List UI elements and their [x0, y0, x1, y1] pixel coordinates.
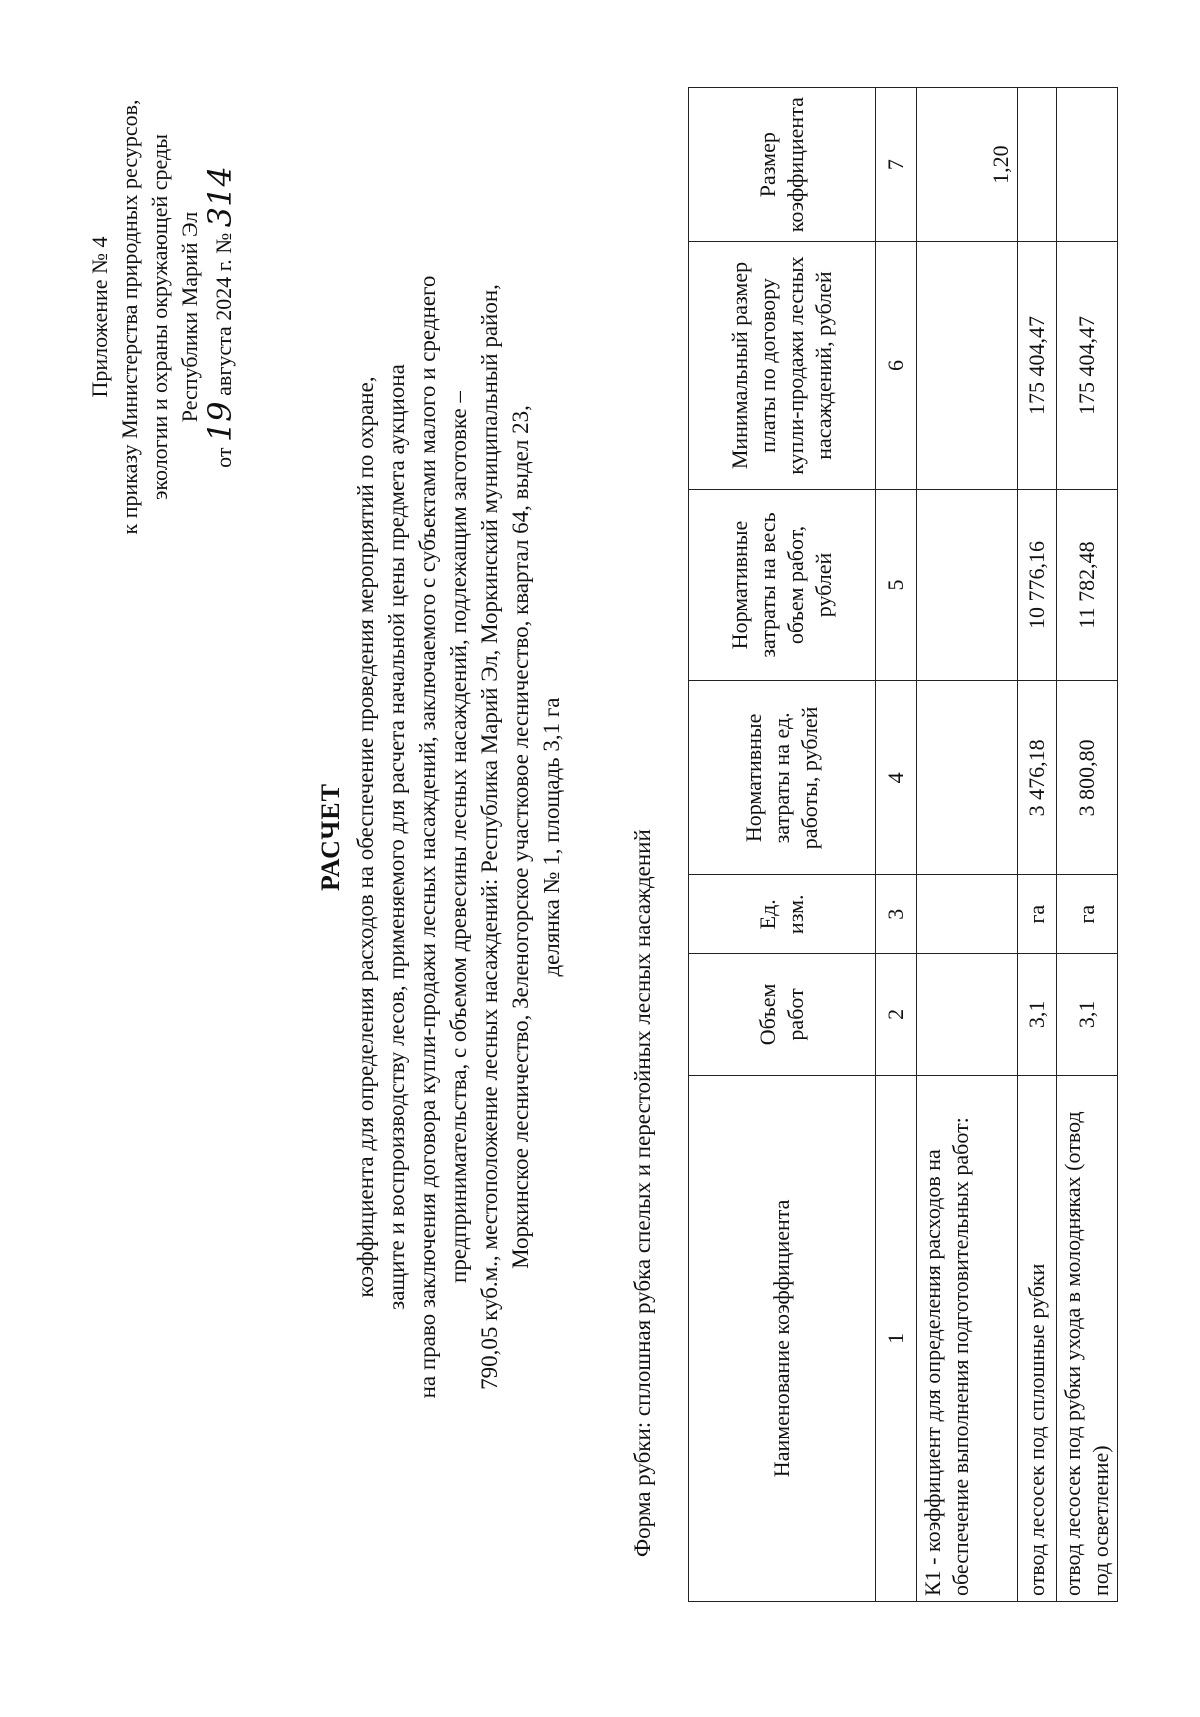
header-name: Наименование коэффициента: [689, 1075, 876, 1601]
approval-date-rest: августа 2024 г. №: [211, 232, 236, 396]
cell-min-payment: [917, 242, 1018, 489]
title-line: Моркинское лесничество, Зеленогорское участковое лесничество, квартал 64, выдел 23,: [508, 405, 533, 1269]
cell-norm-total-cost: 10 776,16: [1018, 489, 1057, 680]
cell-volume: 3,1: [1018, 954, 1057, 1076]
title-line: предпринимательства, с объемом древесины лесных насаждений, подлежащим заготовке –: [446, 391, 471, 1283]
cell-coefficient: 1,20: [917, 88, 1018, 242]
header-norm-unit-cost: Нормативные затраты на ед. работы, рублей: [689, 681, 876, 875]
document-heading: РАСЧЕТ: [316, 783, 345, 891]
cell-volume: [917, 954, 1018, 1076]
table-row: [1018, 88, 1057, 1602]
column-number: 6: [876, 242, 917, 489]
cell-min-payment: 175 404,47: [1018, 242, 1057, 489]
cell-coefficient: [1018, 88, 1057, 242]
felling-form-text: Форма рубки: сплошная рубка спелых и перестойных лесных насаждений: [630, 829, 655, 1557]
cell-norm-unit-cost: [917, 681, 1018, 875]
approval-number: 314: [201, 166, 239, 228]
cell-norm-total-cost: [917, 489, 1018, 680]
column-number-row: [876, 88, 917, 1602]
cell-coefficient: [1057, 88, 1118, 242]
table-header-row: [689, 88, 876, 1602]
approval-line-2: к приказу Министерства природных ресурсов,: [117, 99, 142, 535]
column-number: 3: [876, 875, 917, 954]
cell-name: отвод лесосек под рубки ухода в молодняках (отвод под осветление): [1057, 1075, 1118, 1601]
cell-unit: га: [1018, 875, 1057, 954]
cell-volume: 3,1: [1057, 954, 1118, 1076]
title-block: [315, 127, 567, 1547]
cell-norm-unit-cost: 3 476,18: [1018, 681, 1057, 875]
column-number: 5: [876, 489, 917, 680]
header-volume: Объем работ: [689, 954, 876, 1076]
approval-stamp: [85, 97, 239, 537]
title-line: делянка № 1, площадь 3,1 га: [539, 697, 564, 977]
approval-line-3: экологии и охраны окружающей среды: [147, 133, 172, 501]
cell-unit: [917, 875, 1018, 954]
header-norm-total-cost: Нормативные затраты на весь объем работ, рублей: [689, 489, 876, 680]
title-line: на право заключения договора купли-продажи лесных насаждений, заключаемого с субъектами малого и среднего: [415, 275, 440, 1399]
approval-day: 19: [201, 401, 239, 443]
column-number: 2: [876, 954, 917, 1076]
column-number: 7: [876, 88, 917, 242]
header-coefficient: Размер коэффициента: [689, 88, 876, 242]
header-unit: Ед. изм.: [689, 875, 876, 954]
title-line: 790,05 куб.м., местоположение лесных насаждений: Республика Марий Эл, Моркинский муниципальный район,: [477, 284, 502, 1390]
cell-min-payment: 175 404,47: [1057, 242, 1118, 489]
table-row: [917, 88, 1018, 1602]
cell-name: отвод лесосек под сплошные рубки: [1018, 1075, 1057, 1601]
table-row: [1057, 88, 1118, 1602]
cell-name: К1 - коэффициент для определения расходов на обеспечение выполнения подготовительных работ:: [917, 1075, 1018, 1601]
approval-line-4: Республики Марий Эл: [177, 211, 202, 423]
column-number: 4: [876, 681, 917, 875]
approval-date-prefix: от: [211, 447, 236, 468]
approval-date-line: [201, 97, 239, 537]
title-line: коэффициента для определения расходов на обеспечение проведения мероприятий по охране,: [353, 376, 378, 1298]
column-number: 1: [876, 1075, 917, 1601]
cell-unit: га: [1057, 875, 1118, 954]
title-line: защите и воспроизводству лесов, применяемого для расчета начальной цены предмета аукциона: [384, 364, 409, 1310]
header-min-payment: Минимальный размер платы по договору купли-продажи лесных насаждений, рублей: [689, 242, 876, 489]
cell-norm-unit-cost: 3 800,80: [1057, 681, 1118, 875]
calculation-table: [688, 87, 1118, 1602]
approval-line-1: Приложение № 4: [87, 236, 112, 398]
cell-norm-total-cost: 11 782,48: [1057, 489, 1118, 680]
